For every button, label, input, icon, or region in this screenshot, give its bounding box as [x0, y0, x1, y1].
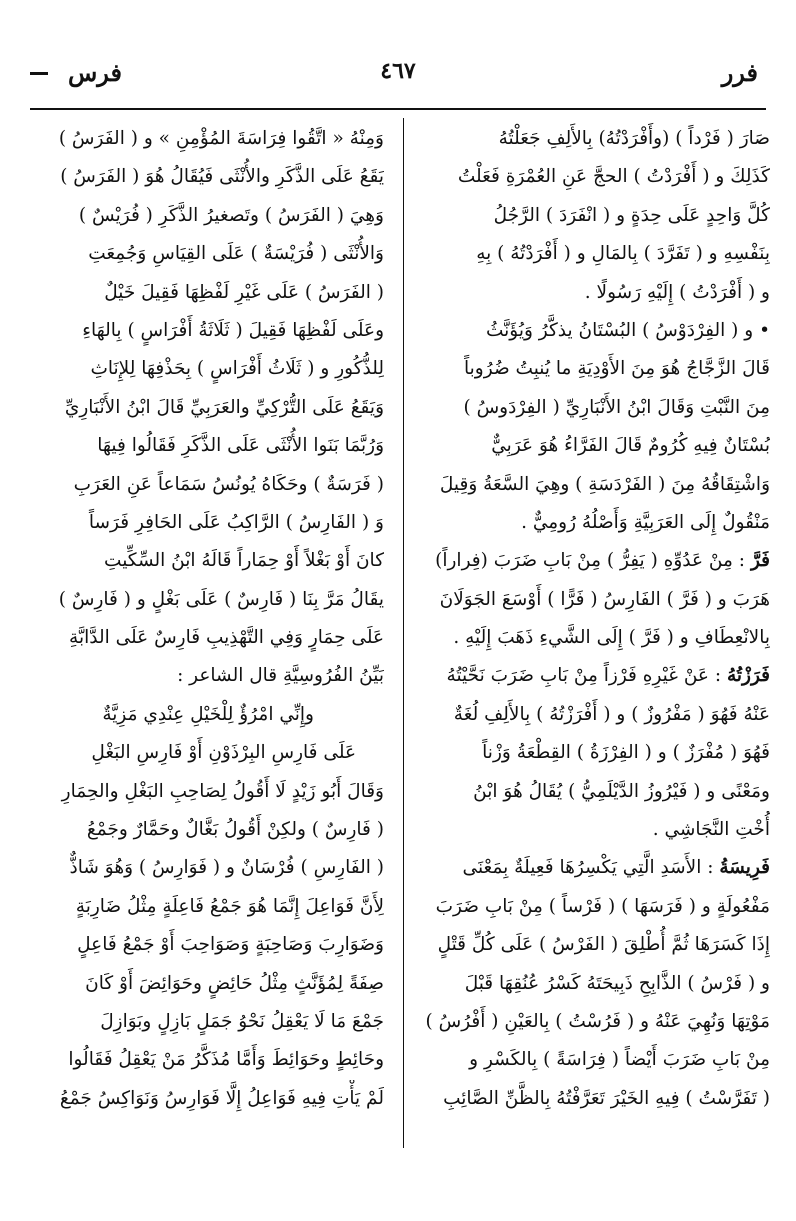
line-text: وعَلَى لَفْظِهَا فَقِيلَ ( ثَلَاثَةُ أَفْرَاسٍ ) بِالهَاءِ	[82, 319, 384, 341]
line-text: ( الفَرَسُ ) عَلَى غَيْرِ لَفْظِهَا فَقِيلَ خَيْلٌ	[104, 281, 384, 303]
line-text: ( الفَارِسِ ) فُرْسَانٌ و ( فَوَارِسُ ) وَهُوَ شَاذٌّ	[69, 857, 384, 879]
line-text: صِفَةً لِمُؤَنَّثٍ مِثْلُ حَائِضٍ وحَوَائِضَ أَوْ كَانَ	[85, 972, 384, 994]
text-line	[420, 235, 770, 273]
line-text: لَمْ يَأْتِ فِيهِ فَوَاعِلُ إِلَّا فَوَارِسُ وَنَوَاكِسُ جَمْعُ	[59, 1087, 384, 1109]
text-line	[420, 657, 770, 695]
line-text: : عَنْ غَيْرِهِ فَرْزاً مِنْ بَابِ ضَرَبَ نَحَّيْتُهُ	[446, 665, 727, 687]
text-line	[420, 466, 770, 504]
text-line	[34, 312, 384, 350]
text-line	[420, 1080, 770, 1118]
line-text: بِالانْعِطَافِ و ( فَرَّ ) إِلَى الشَّيءِ ذَهَبَ إِلَيْهِ .	[453, 627, 770, 649]
header-rule	[30, 108, 766, 110]
text-line	[34, 542, 384, 580]
line-text: مَوْتِهَا وَنُهِيَ عَنْهُ و ( فَرُسْتُ ) بِالعَيْنِ ( أَفْرُسُ )	[425, 1010, 770, 1032]
text-line	[34, 1041, 384, 1079]
text-line	[34, 773, 384, 811]
line-text: لِلذُّكُورِ و ( ثَلَاثُ أَفْرَاسٍ ) بِحَذْفِهَا لِلإِنَاثِ	[90, 358, 384, 380]
line-text: مَنْقُولٌ إِلَى العَرَبِيَّةِ وَأَصْلُهُ رُومِيٌّ .	[521, 511, 770, 533]
text-line	[420, 619, 770, 657]
text-line	[420, 965, 770, 1003]
line-text: و ( أَفْرَدْتُ ) إِلَيْهِ رَسُولًا .	[584, 281, 770, 303]
line-text: : الأَسَدِ الَّتِي يَكْسِرُهَا فَعِيلَةٌ بِمَعْنَى	[462, 857, 720, 879]
line-text: فَهُوَ ( مُفْرَزٌ ) و ( الفِرْزَةُ ) القِطْعَةُ وَزْناً	[482, 742, 770, 764]
text-line	[34, 274, 384, 312]
text-line	[34, 965, 384, 1003]
text-line	[34, 158, 384, 196]
line-text: مِنْ بَابِ ضَرَبَ أَيْضاً ( فِرَاسَةً ) بِالكَسْرِ و	[469, 1049, 770, 1071]
headword: فَرَّ	[750, 550, 770, 572]
text-line	[420, 158, 770, 196]
text-line	[34, 466, 384, 504]
text-line	[420, 389, 770, 427]
text-line	[34, 1003, 384, 1041]
line-text: وَضَوَارِبَ وَصَاحِبَةٍ وَصَوَاحِبَ أَوْ جَمْعُ فَاعِلٍ	[77, 934, 384, 956]
text-line	[34, 888, 384, 926]
text-line	[420, 581, 770, 619]
line-text: وَهِيَ ( الفَرَسُ ) وتَصغيرُ الذَّكَرِ ( فُرَيْسٌ )	[78, 204, 384, 226]
line-text: ( فَرَسَةٌ ) وحَكَاهُ يُونُسُ سَمَاعاً عَنِ العَرَبِ	[73, 473, 384, 495]
text-line	[420, 504, 770, 542]
text-line	[34, 197, 384, 235]
line-text: وَالأُنْثَى ( فُرَيْسَةٌ ) عَلَى القِيَاسِ وَجُمِعَتِ	[88, 243, 384, 265]
line-text: وَمِنْهُ « اتَّقُوا فِرَاسَةَ المُؤْمِنِ » و ( الفَرَسُ )	[58, 128, 384, 149]
line-text: صَارَ ( فَرْداً ) (وأَفْرَدْتُهُ) بِالأَلِفِ جَعَلْتُهُ	[498, 128, 770, 149]
text-line	[34, 849, 384, 887]
line-text: لِأَنَّ فَوَاعِلَ إِنَّمَا هُوَ جَمْعُ فَاعِلَةٍ مِثْلُ ضَارِبَةٍ	[75, 895, 384, 917]
text-line	[34, 811, 384, 849]
text-line	[34, 1080, 384, 1118]
line-text: أُخْتِ النَّجَاشِي .	[652, 819, 770, 841]
header-left-word: فرس	[68, 58, 123, 87]
text-line	[420, 811, 770, 849]
line-text: إِذَا كَسَرَهَا ثُمَّ أُطْلِقَ ( الفَرْسُ ) عَلَى كُلِّ قَتْلٍ	[437, 934, 770, 956]
text-line	[420, 427, 770, 465]
line-text: و ( فَرْسُ ) الذَّابِحِ ذَبِيحَتَهُ كَسْرُ عُنُقِهَا قَبْلَ	[464, 972, 770, 994]
text-line	[34, 734, 384, 772]
line-text: ( تَفَرَّسْتُ ) فِيهِ الخَيْرَ تَعَرَّفْتُهُ بِالظَّنِّ الصَّائِبِ	[443, 1087, 770, 1109]
text-line	[420, 120, 770, 158]
left-column	[34, 120, 384, 1118]
header-dash	[30, 72, 48, 75]
headword: فَرِيسَةُ	[719, 857, 770, 879]
text-line	[420, 849, 770, 887]
text-line	[420, 542, 770, 580]
header-right-word: فرر	[721, 58, 758, 87]
text-line	[34, 389, 384, 427]
text-line	[34, 657, 384, 695]
line-text: وإِنِّي امْرُؤٌ لِلْخَيْلِ عِنْدِي مَزِيَّةٌ	[102, 703, 314, 725]
line-text: وَقَالَ أَبُو زَيْدٍ لَا أَقُولُ لِصَاحِبِ البَغْلِ والحِمَارِ	[61, 780, 384, 802]
text-line	[420, 888, 770, 926]
text-line	[34, 696, 384, 734]
text-line	[420, 1041, 770, 1079]
line-text: ومَعْنًى و ( فَيْرُوزُ الدَّيْلَمِيُّ ) يُقَالُ هُوَ ابْنُ	[473, 780, 770, 802]
text-line	[420, 696, 770, 734]
line-text: • و ( الفِرْدَوْسُ ) البُسْتَانُ يذكَّرُ وَيُؤَنَّثُ	[485, 319, 770, 341]
line-text: هَرَبَ و ( فَرَّ ) الفَارِسُ ( فَرًّا ) أَوْسَعَ الجَوَلَانَ	[439, 588, 770, 610]
text-line	[34, 427, 384, 465]
text-line	[420, 312, 770, 350]
line-text: وحَائِطٍ وحَوَائِطَ وَأَمَّا مُذَكَّرُ مَنْ يَعْقِلُ فَقَالُوا	[68, 1049, 384, 1071]
text-line	[420, 350, 770, 388]
headword: فَرَزْتُهُ	[726, 665, 770, 687]
line-text: وَيَقَعُ عَلَى التُّرْكِيِّ والعَرَبِيِّ قَالَ ابْنُ الأَنْبَارِيِّ	[64, 396, 384, 418]
text-line	[34, 235, 384, 273]
text-line	[34, 350, 384, 388]
text-line	[420, 274, 770, 312]
line-text: وَرُبَّمَا بَنَوا الأُنْثَى عَلَى الذَّكَرِ فَقَالُوا فِيهَا	[97, 435, 384, 457]
page-number: ٤٦٧	[380, 58, 416, 84]
line-text: عَلَى فَارِسِ البِرْذَوْنِ أَوْ فَارِسِ البَغْلِ	[91, 742, 356, 764]
line-text: عَنْهُ فَهُوَ ( مَفْرُوزٌ ) و ( أَفْرَزْتُهُ ) بِالأَلِفِ لُغَةٌ	[453, 703, 770, 725]
text-line	[420, 1003, 770, 1041]
line-text: مِنَ النَّبْتِ وَقَالَ ابْنُ الأَنْبَارِيِّ ( الفِرْدَوسُ )	[463, 396, 770, 418]
text-line	[420, 773, 770, 811]
line-text: كَذَلِكَ و ( أَفْرَدْتُ ) الحجَّ عَنِ العُمْرَةِ فَعَلْتُ	[457, 166, 770, 188]
line-text: بُسْتَانٌ فِيهِ كُرُومٌ قَالَ الفَرَّاءُ هُوَ عَرَبِيٌّ	[491, 435, 770, 457]
line-text: جَمْعَ مَا لَا يَعْقِلُ نَحْوُ جَمَلٍ بَازِلٍ وبَوَازِلَ	[100, 1010, 384, 1032]
line-text: يَقَعُ عَلَى الذَّكَرِ والأُنْثَى فَيُقَالُ هُوَ ( الفَرَسُ )	[60, 166, 384, 188]
text-line	[420, 926, 770, 964]
column-divider	[403, 118, 404, 1148]
text-line	[34, 120, 384, 158]
text-line	[34, 504, 384, 542]
line-text: يقَالُ مَرَّ بِنَا ( فَارِسٌ ) عَلَى بَغْلٍ و ( فَارِسٌ )	[58, 588, 384, 610]
line-text: : مِنْ عَدُوِّهِ ( يَفِرُّ ) مِنْ بَابِ ضَرَبَ (فِراراً)	[435, 550, 751, 572]
line-text: وَ ( الفَارِسُ ) الرَّاكِبُ عَلَى الحَافِرِ فَرَساً	[88, 511, 384, 533]
text-line	[34, 581, 384, 619]
text-line	[34, 619, 384, 657]
page-header	[30, 56, 766, 92]
line-text: ( فَارِسٌ ) ولكِنْ أَقُولُ بَغَّالٌ وحَمَّارٌ وجَمْعُ	[86, 819, 384, 841]
line-text: وَاشْتِقَاقُهُ مِنَ ( الفَرْدَسَةِ ) وهِيَ السَّعَةُ وَقِيلَ	[439, 473, 770, 495]
line-text: كانَ أَوْ بَغْلاً أَوْ حِمَاراً قَالَهُ ابْنُ السِّكِّيتِ	[104, 550, 384, 572]
line-text: عَلَى حِمَارٍ وَفِي التَّهْذِيبِ فَارِسٌ عَلَى الدَّابَّةِ	[69, 627, 384, 649]
text-line	[34, 926, 384, 964]
text-line	[420, 197, 770, 235]
text-line	[420, 734, 770, 772]
line-text: قَالَ الزَّجَّاجُ هُوَ مِنَ الأَوْدِيَةِ ما يُنبِتُ ضُرُوباً	[464, 358, 770, 380]
right-column	[420, 120, 770, 1118]
line-text: مَفْعُولَةٍ و ( فَرَسَهَا ) ( فَرْساً ) مِنْ بَابِ ضَرَبَ	[435, 895, 770, 917]
line-text: كُلَّ وَاحِدٍ عَلَى حِدَةٍ و ( انْفَرَدَ ) الرَّجُلُ	[493, 204, 770, 226]
line-text: بِنَفْسِهِ و ( تَفَرَّدَ ) بِالمَالِ و ( أَفْرَدْتُهُ ) بِهِ	[476, 243, 770, 265]
line-text: بَيِّنُ الفُرُوسِيَّةِ قال الشاعر :	[177, 665, 384, 687]
